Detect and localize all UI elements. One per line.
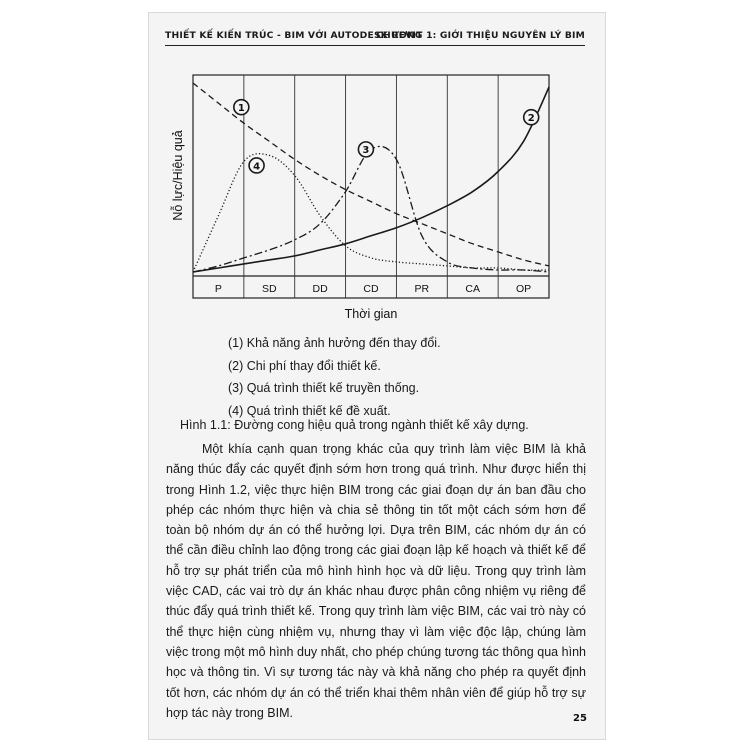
legend-item-2: (2) Chi phí thay đổi thiết kế. (228, 358, 381, 373)
running-header (165, 30, 585, 44)
phase-label: DD (312, 283, 328, 295)
legend-item-4: (4) Quá trình thiết kế đề xuất. (228, 403, 391, 418)
body-paragraph: Một khía cạnh quan trọng khác của quy trình làm việc BIM là khả năng thúc đẩy các quyết định sớm hơn trong quá trình. Như được hiển thị trong Hình 1.2, việc thực hiện BIM trong các giai đoạn dự án ban đầu cho phép các nhóm thực hiện và chia sẻ thông tin tốt một cách sớm hơn để toàn bộ nhóm dự án có thể hưởng lợi. Dựa trên BIM, các nhóm dự án có thể cần điều chỉnh lao động trong các giai đoạn lập kế hoạch và thiết kế để hỗ trợ sự phát triển của mô hình hình học và dữ liệu. Trong quy trình làm việc CAD, các vai trò dự án khác nhau được phân công nhiệm vụ riêng để thúc đẩy quá trình thiết kế. Trong quy trình làm việc BIM, các vai trò này có thể thực hiện cùng nhiệm vụ, nhưng thay vì làm việc độc lập, chúng làm việc trong một mô hình duy nhất, cho phép chúng tương tác thông qua hình học và thông tin. Vì sự tương tác này và khả năng cho phép ra quyết định tốt hơn, các nhóm dự án có thể triển khai thêm nhân viên để giúp hỗ trợ sự hợp tác này trong BIM. (166, 442, 586, 720)
legend-item-3: (3) Quá trình thiết kế truyền thống. (228, 381, 420, 395)
header-chapter-title: CHƯƠNG 1: GIỚI THIỆU NGUYÊN LÝ BIM (376, 30, 585, 41)
marker-4-label: 4 (253, 161, 261, 173)
curve-4 (193, 154, 549, 272)
figure-legend (228, 332, 528, 422)
header-book-title: THIẾT KẾ KIẾN TRÚC - BIM VỚI AUTODESK REVIT (165, 30, 423, 41)
legend-item-1: (1) Khả năng ảnh hưởng đến thay đổi. (228, 336, 441, 350)
curve-2 (193, 87, 549, 272)
marker-3-label: 3 (362, 145, 370, 157)
phase-label: SD (261, 283, 277, 295)
page-number: 25 (573, 713, 587, 724)
curve-3 (193, 146, 549, 272)
phase-label: CA (465, 283, 481, 295)
x-axis-label: Thời gian (344, 307, 398, 321)
header-rule (165, 45, 585, 46)
figure-caption: Hình 1.1: Đường cong hiệu quả trong ngành thiết kế xây dựng. (180, 418, 529, 432)
phase-label: PR (414, 283, 430, 295)
phase-label: P (214, 283, 222, 295)
marker-1-label: 1 (237, 102, 245, 114)
y-axis-label: Nỗ lực/Hiệu quả (171, 130, 185, 221)
efficiency-curve-chart (165, 55, 585, 335)
marker-2-label: 2 (527, 113, 535, 125)
efficiency-curve-figure (165, 55, 585, 335)
phase-label: CD (363, 283, 379, 295)
phase-label: OP (515, 283, 532, 295)
